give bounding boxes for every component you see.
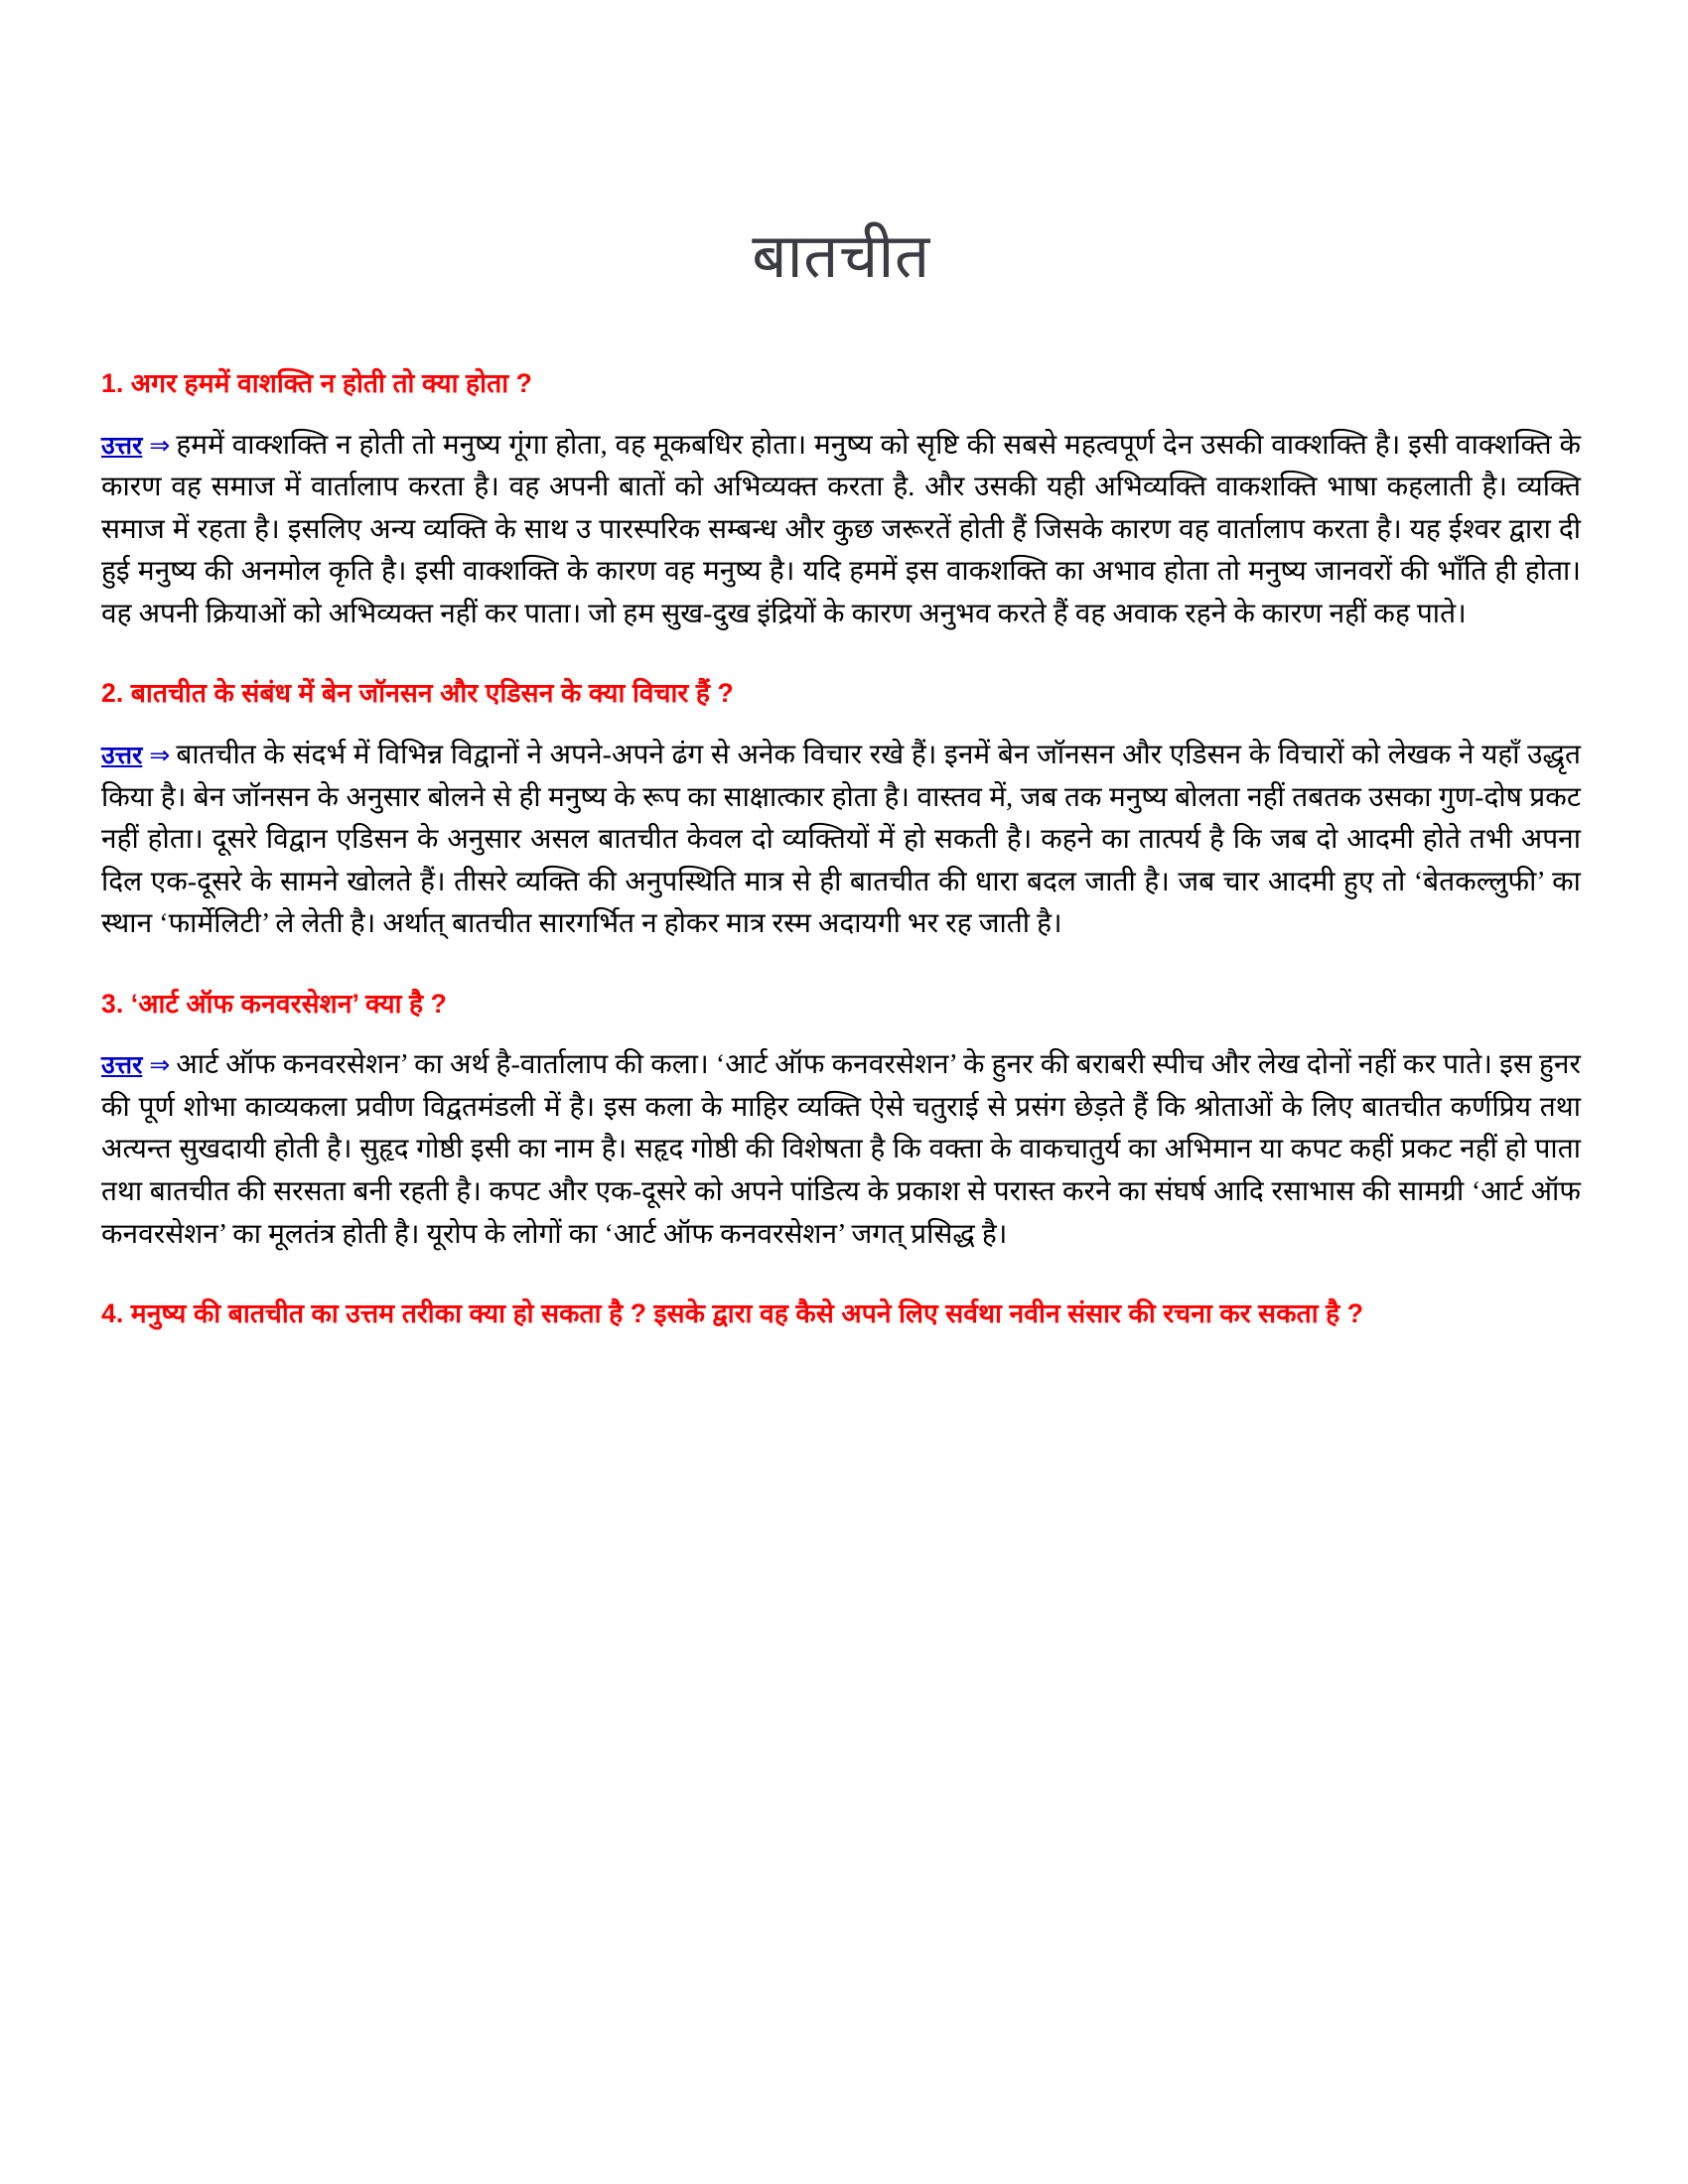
question-heading-2: 2. बातचीत के संबंध में बेन जॉनसन और एडिसन के क्या विचार हैं ? [101,678,734,709]
qa-block-4 [101,1296,1581,1333]
question-heading-4: 4. मनुष्य की बातचीत का उत्तम तरीका क्या हो सकता है ? इसके द्वारा वह कैसे अपने लिए सर्वथा नवीन संसार की रचना कर सकता है ? [101,1298,1364,1329]
answer-arrow-icon-3: ⇒ [149,1050,171,1080]
document-content [101,288,1581,1333]
answer-paragraph-1 [101,403,1581,636]
qa-block-2 [101,675,1581,945]
answer-label-3: उत्तर [101,1051,143,1080]
answer-arrow-icon-1: ⇒ [149,430,171,460]
question-heading-1: 1. अगर हममें वाशक्ति न होती तो क्या होता ? [101,368,532,398]
spacer [101,635,1581,675]
answer-paragraph-3 [101,1023,1581,1256]
answer-label-1: उत्तर [101,431,143,460]
spacer [101,1256,1581,1296]
answer-arrow-icon-2: ⇒ [149,740,171,769]
qa-block-1 [101,365,1581,635]
spacer [101,946,1581,986]
answer-text-2: बातचीत के संदर्भ में विभिन्न विद्वानों ने अपने-अपने ढंग से अनेक विचार रखे हैं। इनमें बेन जॉनसन और एडिसन के विचारों को लेखक ने यहाँ उद्धृत किया है। बेन जॉनसन के अनुसार बोलने से ही मनुष्य के रूप का साक्षात्कार होता है। वास्तव में, जब तक मनुष्य बोलता नहीं तबतक उसका गुण-दोष प्रकट नहीं होता। दूसरे विद्वान एडिसन के अनुसार असल बातचीत केवल दो व्यक्तियों में हो सकती है। कहने का तात्पर्य है कि जब दो आदमी होते तभी अपना दिल एक-दूसरे के सामने खोलते हैं। तीसरे व्यक्ति की अनुपस्थिति मात्र से ही बातचीत की धारा बदल जाती है। जब चार आदमी हुए तो ‘बेतकल्लुफी’ का स्थान ‘फार्मेलिटी’ ले लेती है। अर्थात् बातचीत सारगर्भित न होकर मात्र रस्म अदायगी भर रह जाती है। [101,739,1581,940]
answer-paragraph-2 [101,713,1581,946]
question-heading-3: 3. ‘आर्ट ऑफ कनवरसेशन’ क्या है ? [101,988,447,1019]
page-title: बातचीत [752,222,930,291]
answer-text-3: आर्ट ऑफ कनवरसेशन’ का अर्थ है-वार्तालाप की कला। ‘आर्ट ऑफ कनवरसेशन’ के हुनर की बराबरी स्पीच और लेख दोनों नहीं कर पाते। इस हुनर की पूर्ण शोभा काव्यकला प्रवीण विद्वतमंडली में है। इस कला के माहिर व्यक्ति ऐसे चतुराई से प्रसंग छेड़ते हैं कि श्रोताओं के लिए बातचीत कर्णप्रिय तथा अत्यन्त सुखदायी होती है। सुहृद गोष्ठी इसी का नाम है। सहृद गोष्ठी की विशेषता है कि वक्ता के वाकचातुर्य का अभिमान या कपट कहीं प्रकट नहीं हो पाता तथा बातचीत की सरसता बनी रहती है। कपट और एक-दूसरे को अपने पांडित्य के प्रकाश से परास्त करने का संघर्ष आदि रसाभास की सामग्री ‘आर्ट ऑफ कनवरसेशन’ का मूलतंत्र होती है। यूरोप के लोगों का ‘आर्ट ऑफ कनवरसेशन’ जगत् प्रसिद्ध है। [101,1049,1581,1250]
qa-block-3 [101,986,1581,1256]
answer-text-1: हममें वाक्शक्ति न होती तो मनुष्य गूंगा होता, वह मूकबधिर होता। मनुष्य को सृष्टि की सबसे महत्वपूर्ण देन उसकी वाक्शक्ति है। इसी वाक्शक्ति के कारण वह समाज में वार्तालाप करता है। वह अपनी बातों को अभिव्यक्त करता है. और उसकी यही अभिव्यक्ति वाकशक्ति भाषा कहलाती है। व्यक्ति समाज में रहता है। इसलिए अन्य व्यक्ति के साथ उ पारस्परिक सम्बन्ध और कुछ जरूरतें होती हैं जिसके कारण वह वार्तालाप करता है। यह ईश्वर द्वारा दी हुई मनुष्य की अनमोल कृति है। इसी वाक्शक्ति के कारण वह मनुष्य है। यदि हममें इस वाकशक्ति का अभाव होता तो मनुष्य जानवरों की भाँति ही होता। वह अपनी क्रियाओं को अभिव्यक्त नहीं कर पाता। जो हम सुख-दुख इंद्रियों के कारण अनुभव करते हैं वह अवाक रहने के कारण नहीं कह पाते। [101,429,1581,629]
answer-label-2: उत्तर [101,741,143,769]
